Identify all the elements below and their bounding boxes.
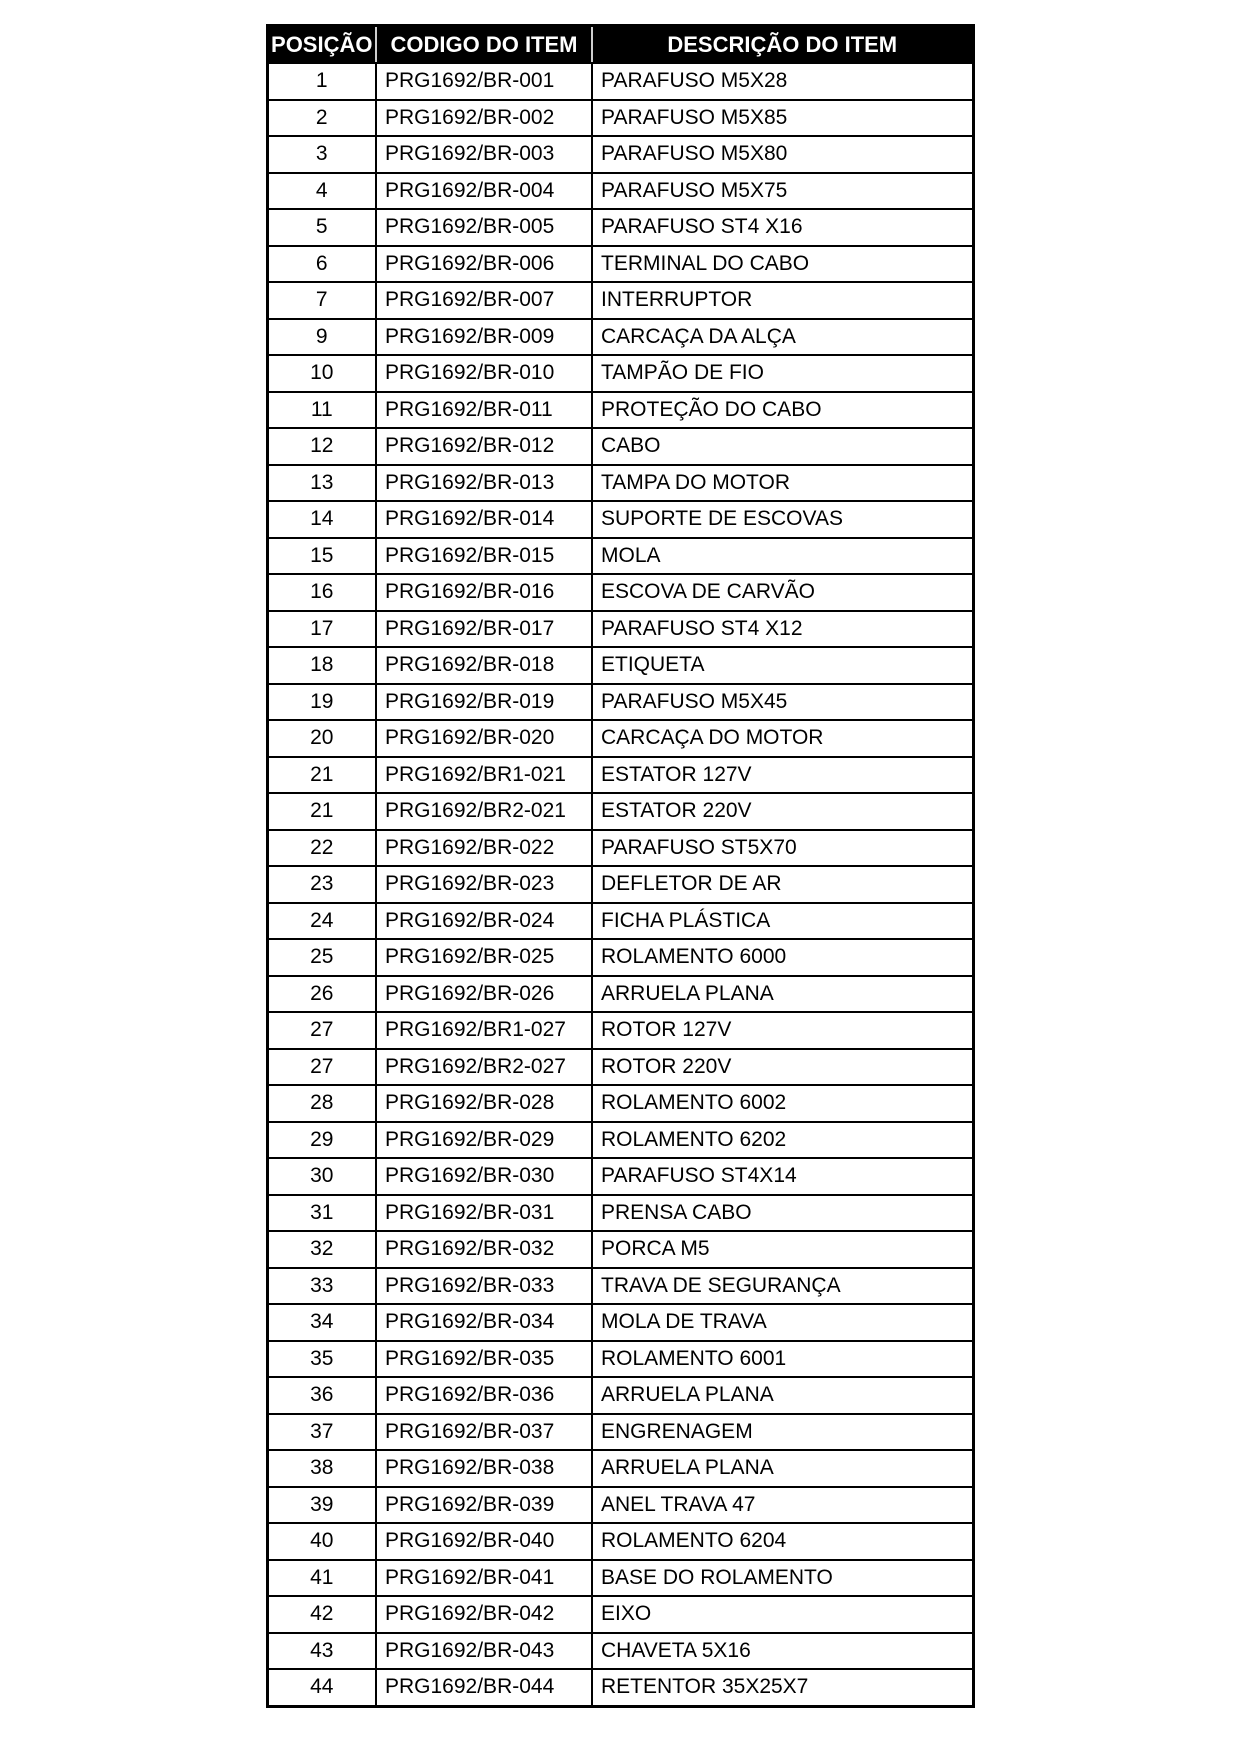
cell-posicao: 32 [267, 1231, 376, 1268]
cell-posicao: 27 [267, 1012, 376, 1049]
cell-codigo: PRG1692/BR-038 [376, 1450, 592, 1487]
cell-posicao: 20 [267, 720, 376, 757]
cell-descricao: PARAFUSO M5X80 [592, 136, 973, 173]
table-row [267, 1669, 973, 1706]
cell-posicao: 11 [267, 392, 376, 429]
cell-descricao: PARAFUSO ST4 X12 [592, 611, 973, 648]
cell-codigo: PRG1692/BR-028 [376, 1085, 592, 1122]
cell-descricao: MOLA [592, 538, 973, 575]
cell-codigo: PRG1692/BR-007 [376, 282, 592, 319]
cell-descricao: ROLAMENTO 6204 [592, 1523, 973, 1560]
cell-codigo: PRG1692/BR-024 [376, 903, 592, 940]
table-row [267, 1414, 973, 1451]
cell-codigo: PRG1692/BR-025 [376, 939, 592, 976]
table-row [267, 355, 973, 392]
cell-codigo: PRG1692/BR-037 [376, 1414, 592, 1451]
cell-posicao: 9 [267, 319, 376, 356]
cell-posicao: 31 [267, 1195, 376, 1232]
cell-posicao: 36 [267, 1377, 376, 1414]
table-row [267, 1268, 973, 1305]
cell-posicao: 10 [267, 355, 376, 392]
table-row [267, 465, 973, 502]
table-row [267, 100, 973, 137]
table-row [267, 1122, 973, 1159]
cell-posicao: 43 [267, 1633, 376, 1670]
cell-codigo: PRG1692/BR-041 [376, 1560, 592, 1597]
cell-descricao: CABO [592, 428, 973, 465]
cell-posicao: 22 [267, 830, 376, 867]
cell-descricao: CARCAÇA DA ALÇA [592, 319, 973, 356]
table-row [267, 793, 973, 830]
cell-descricao: FICHA PLÁSTICA [592, 903, 973, 940]
table-row [267, 903, 973, 940]
table-row [267, 1377, 973, 1414]
cell-descricao: CHAVETA 5X16 [592, 1633, 973, 1670]
cell-posicao: 29 [267, 1122, 376, 1159]
cell-codigo: PRG1692/BR2-021 [376, 793, 592, 830]
table-row [267, 63, 973, 100]
header-codigo-do-item: CODIGO DO ITEM [376, 26, 592, 64]
table-row [267, 1523, 973, 1560]
cell-descricao: ARRUELA PLANA [592, 1450, 973, 1487]
cell-codigo: PRG1692/BR1-027 [376, 1012, 592, 1049]
cell-descricao: ROTOR 127V [592, 1012, 973, 1049]
cell-codigo: PRG1692/BR-044 [376, 1669, 592, 1706]
cell-descricao: ARRUELA PLANA [592, 976, 973, 1013]
cell-codigo: PRG1692/BR-011 [376, 392, 592, 429]
cell-codigo: PRG1692/BR-042 [376, 1596, 592, 1633]
table-row [267, 501, 973, 538]
header-descricao-do-item: DESCRIÇÃO DO ITEM [592, 26, 973, 64]
table-row [267, 1158, 973, 1195]
cell-codigo: PRG1692/BR2-027 [376, 1049, 592, 1086]
cell-posicao: 41 [267, 1560, 376, 1597]
cell-codigo: PRG1692/BR-043 [376, 1633, 592, 1670]
cell-descricao: ROTOR 220V [592, 1049, 973, 1086]
cell-posicao: 44 [267, 1669, 376, 1706]
table-row [267, 1012, 973, 1049]
cell-posicao: 5 [267, 209, 376, 246]
table-row [267, 282, 973, 319]
cell-posicao: 18 [267, 647, 376, 684]
cell-codigo: PRG1692/BR-031 [376, 1195, 592, 1232]
cell-descricao: RETENTOR 35X25X7 [592, 1669, 973, 1706]
table-row [267, 757, 973, 794]
cell-posicao: 23 [267, 866, 376, 903]
table-row [267, 1195, 973, 1232]
table-row [267, 428, 973, 465]
table-row [267, 574, 973, 611]
cell-posicao: 16 [267, 574, 376, 611]
cell-codigo: PRG1692/BR-035 [376, 1341, 592, 1378]
cell-codigo: PRG1692/BR-034 [376, 1304, 592, 1341]
cell-codigo: PRG1692/BR-005 [376, 209, 592, 246]
table-row [267, 684, 973, 721]
table-row [267, 392, 973, 429]
cell-codigo: PRG1692/BR-003 [376, 136, 592, 173]
table-row [267, 1049, 973, 1086]
cell-codigo: PRG1692/BR-026 [376, 976, 592, 1013]
cell-descricao: PARAFUSO M5X28 [592, 63, 973, 100]
cell-posicao: 17 [267, 611, 376, 648]
cell-descricao: PARAFUSO M5X85 [592, 100, 973, 137]
cell-codigo: PRG1692/BR-032 [376, 1231, 592, 1268]
cell-descricao: PORCA M5 [592, 1231, 973, 1268]
cell-codigo: PRG1692/BR-001 [376, 63, 592, 100]
cell-posicao: 25 [267, 939, 376, 976]
table-row [267, 976, 973, 1013]
cell-posicao: 12 [267, 428, 376, 465]
cell-posicao: 27 [267, 1049, 376, 1086]
cell-codigo: PRG1692/BR-010 [376, 355, 592, 392]
cell-posicao: 30 [267, 1158, 376, 1195]
table-row [267, 209, 973, 246]
cell-descricao: TERMINAL DO CABO [592, 246, 973, 283]
cell-codigo: PRG1692/BR-006 [376, 246, 592, 283]
cell-posicao: 33 [267, 1268, 376, 1305]
cell-codigo: PRG1692/BR-013 [376, 465, 592, 502]
cell-posicao: 39 [267, 1487, 376, 1524]
cell-descricao: ANEL TRAVA 47 [592, 1487, 973, 1524]
cell-descricao: PROTEÇÃO DO CABO [592, 392, 973, 429]
cell-descricao: PARAFUSO ST4X14 [592, 1158, 973, 1195]
cell-posicao: 6 [267, 246, 376, 283]
cell-descricao: CARCAÇA DO MOTOR [592, 720, 973, 757]
cell-codigo: PRG1692/BR-009 [376, 319, 592, 356]
cell-codigo: PRG1692/BR-029 [376, 1122, 592, 1159]
cell-posicao: 34 [267, 1304, 376, 1341]
table-row [267, 939, 973, 976]
table-row [267, 319, 973, 356]
header-row [267, 26, 973, 64]
cell-posicao: 35 [267, 1341, 376, 1378]
cell-posicao: 28 [267, 1085, 376, 1122]
cell-descricao: ROLAMENTO 6000 [592, 939, 973, 976]
cell-descricao: TRAVA DE SEGURANÇA [592, 1268, 973, 1305]
cell-codigo: PRG1692/BR-002 [376, 100, 592, 137]
table-row [267, 611, 973, 648]
cell-posicao: 3 [267, 136, 376, 173]
cell-descricao: ETIQUETA [592, 647, 973, 684]
table-row [267, 1487, 973, 1524]
cell-posicao: 21 [267, 793, 376, 830]
cell-posicao: 4 [267, 173, 376, 210]
table-row [267, 1304, 973, 1341]
cell-descricao: ARRUELA PLANA [592, 1377, 973, 1414]
cell-posicao: 7 [267, 282, 376, 319]
cell-codigo: PRG1692/BR-017 [376, 611, 592, 648]
table-row [267, 1341, 973, 1378]
table-row [267, 538, 973, 575]
cell-descricao: ESCOVA DE CARVÃO [592, 574, 973, 611]
table-row [267, 173, 973, 210]
table-row [267, 720, 973, 757]
cell-posicao: 19 [267, 684, 376, 721]
cell-descricao: ROLAMENTO 6002 [592, 1085, 973, 1122]
header-posicao: POSIÇÃO [267, 26, 376, 64]
cell-posicao: 42 [267, 1596, 376, 1633]
cell-codigo: PRG1692/BR-016 [376, 574, 592, 611]
cell-posicao: 26 [267, 976, 376, 1013]
cell-posicao: 24 [267, 903, 376, 940]
cell-descricao: PRENSA CABO [592, 1195, 973, 1232]
table-row [267, 246, 973, 283]
cell-descricao: TAMPA DO MOTOR [592, 465, 973, 502]
cell-codigo: PRG1692/BR-015 [376, 538, 592, 575]
cell-codigo: PRG1692/BR-018 [376, 647, 592, 684]
cell-posicao: 37 [267, 1414, 376, 1451]
table-row [267, 1596, 973, 1633]
cell-codigo: PRG1692/BR-030 [376, 1158, 592, 1195]
cell-codigo: PRG1692/BR-023 [376, 866, 592, 903]
cell-posicao: 14 [267, 501, 376, 538]
cell-descricao: MOLA DE TRAVA [592, 1304, 973, 1341]
cell-descricao: EIXO [592, 1596, 973, 1633]
cell-posicao: 1 [267, 63, 376, 100]
table-row [267, 1231, 973, 1268]
table-row [267, 1633, 973, 1670]
cell-codigo: PRG1692/BR-012 [376, 428, 592, 465]
cell-posicao: 2 [267, 100, 376, 137]
cell-posicao: 15 [267, 538, 376, 575]
parts-table [266, 24, 975, 1708]
table-row [267, 1085, 973, 1122]
table-row [267, 136, 973, 173]
cell-descricao: ESTATOR 127V [592, 757, 973, 794]
cell-descricao: PARAFUSO M5X75 [592, 173, 973, 210]
cell-codigo: PRG1692/BR-039 [376, 1487, 592, 1524]
table-row [267, 830, 973, 867]
cell-descricao: INTERRUPTOR [592, 282, 973, 319]
cell-descricao: ROLAMENTO 6001 [592, 1341, 973, 1378]
cell-codigo: PRG1692/BR-004 [376, 173, 592, 210]
cell-descricao: BASE DO ROLAMENTO [592, 1560, 973, 1597]
cell-codigo: PRG1692/BR-019 [376, 684, 592, 721]
cell-descricao: TAMPÃO DE FIO [592, 355, 973, 392]
cell-posicao: 13 [267, 465, 376, 502]
cell-posicao: 40 [267, 1523, 376, 1560]
cell-descricao: PARAFUSO ST5X70 [592, 830, 973, 867]
cell-descricao: PARAFUSO ST4 X16 [592, 209, 973, 246]
cell-descricao: DEFLETOR DE AR [592, 866, 973, 903]
cell-codigo: PRG1692/BR-040 [376, 1523, 592, 1560]
cell-codigo: PRG1692/BR-022 [376, 830, 592, 867]
cell-codigo: PRG1692/BR-014 [376, 501, 592, 538]
cell-codigo: PRG1692/BR-036 [376, 1377, 592, 1414]
cell-descricao: ROLAMENTO 6202 [592, 1122, 973, 1159]
table-row [267, 866, 973, 903]
cell-codigo: PRG1692/BR1-021 [376, 757, 592, 794]
cell-posicao: 21 [267, 757, 376, 794]
table-body [267, 63, 973, 1706]
table-row [267, 1560, 973, 1597]
cell-codigo: PRG1692/BR-020 [376, 720, 592, 757]
table-row [267, 1450, 973, 1487]
cell-codigo: PRG1692/BR-033 [376, 1268, 592, 1305]
cell-descricao: PARAFUSO M5X45 [592, 684, 973, 721]
cell-descricao: SUPORTE DE ESCOVAS [592, 501, 973, 538]
cell-descricao: ENGRENAGEM [592, 1414, 973, 1451]
table-row [267, 647, 973, 684]
cell-descricao: ESTATOR 220V [592, 793, 973, 830]
cell-posicao: 38 [267, 1450, 376, 1487]
